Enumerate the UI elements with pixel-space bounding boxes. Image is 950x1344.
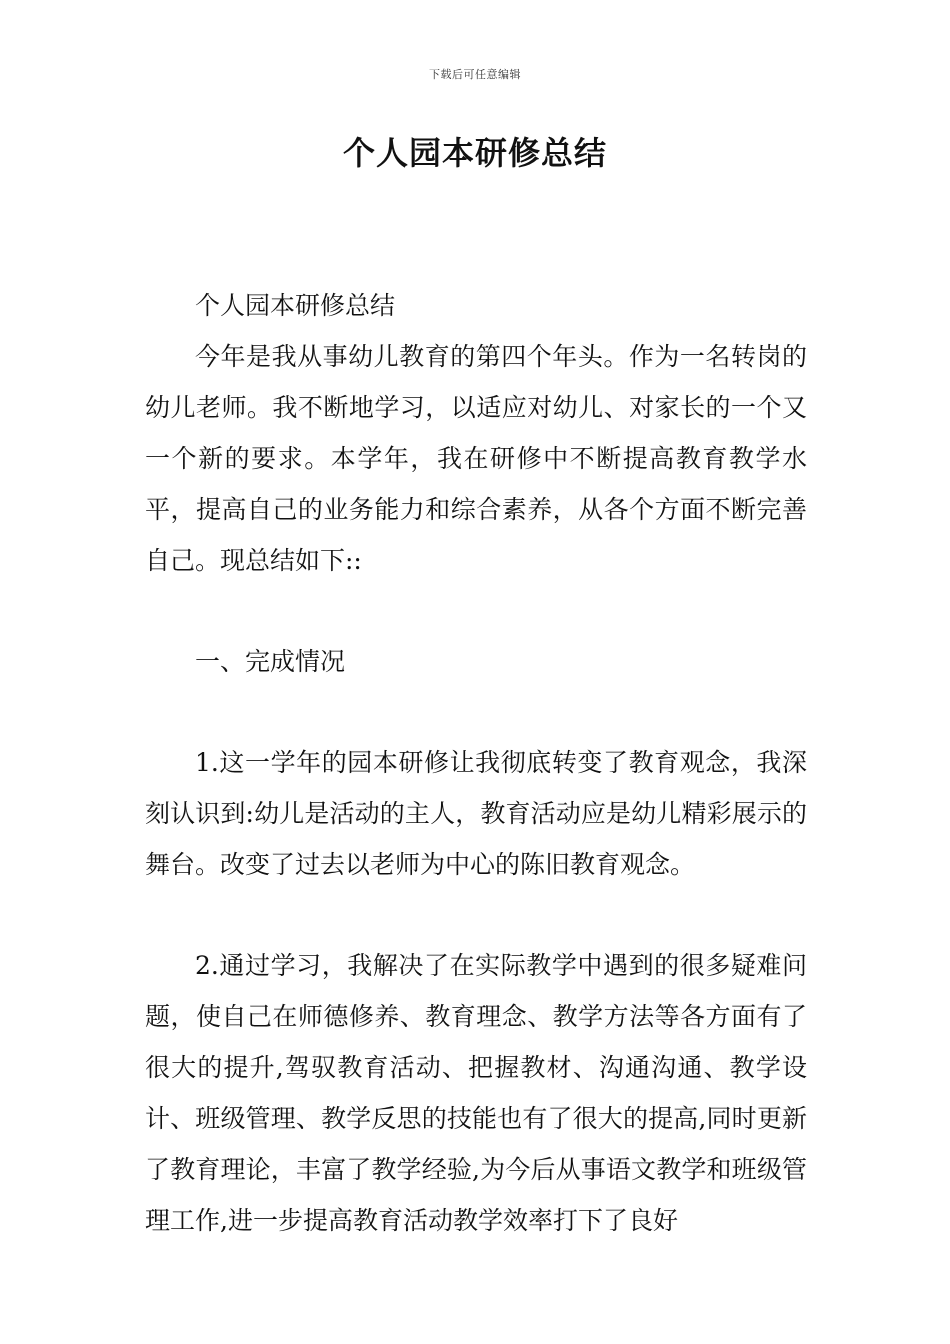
section-heading: 一、完成情况 (195, 647, 346, 676)
paragraph-intro: 今年是我从事幼儿教育的第四个年头。作为一名转岗的幼儿老师。我不断地学习，以适应对幼儿、对家长的一个又一个新的要求。本学年，我在研修中不断提高教育教学水平，提高自己的业务能力和综合素养，从各个方面不断完善自己。现总结如下:: (145, 342, 807, 575)
paragraph-item-2: 2.通过学习，我解决了在实际教学中遇到的很多疑难问题，使自己在师德修养、教育理念、教学方法等各方面有了很大的提升,驾驭教育活动、把握教材、沟通沟通、教学设计、班级管理、教学反思的技能也有了很大的提高,同时更新了教育理论，丰富了教学经验,为今后从事语文教学和班级管理工作,进一步提高教育活动教学效率打下了良好 (145, 951, 807, 1235)
paragraph-item-1: 1.这一学年的园本研修让我彻底转变了教育观念，我深刻认识到:幼儿是活动的主人，教育活动应是幼儿精彩展示的舞台。改变了过去以老师为中心的陈旧教育观念。 (145, 748, 807, 879)
paragraph-subtitle: 个人园本研修总结 (195, 291, 396, 320)
header-note: 下载后可任意编辑 (429, 68, 521, 81)
document-title: 个人园本研修总结 (342, 134, 607, 172)
document-body (145, 280, 807, 1246)
